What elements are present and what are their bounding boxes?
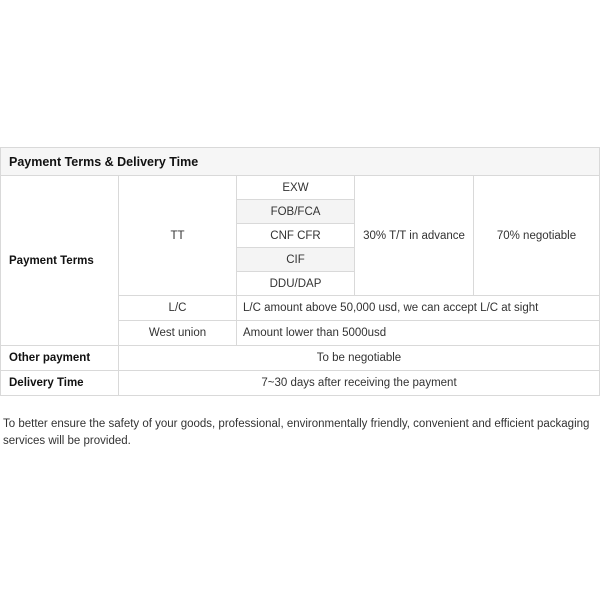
other-payment-value: To be negotiable [119,346,600,371]
incoterm-cell: DDU/DAP [237,272,355,296]
incoterm-cell: FOB/FCA [237,200,355,224]
west-union-detail: Amount lower than 5000usd [237,321,600,346]
delivery-time-label: Delivery Time [1,371,119,396]
lc-detail: L/C amount above 50,000 usd, we can accept L/C at sight [237,296,600,321]
packaging-note: To better ensure the safety of your goods, professional, environmentally friendly, convenient and efficient packaging services will be provided. [3,418,590,447]
payment-terms-label: Payment Terms [1,176,119,346]
delivery-time-value: 7~30 days after receiving the payment [119,371,600,396]
tt-advance: 30% T/T in advance [355,176,474,296]
table-title: Payment Terms & Delivery Time [1,148,600,176]
incoterm-cell: EXW [237,176,355,200]
incoterm-cell: CNF CFR [237,224,355,248]
lc-label: L/C [119,296,237,321]
west-union-label: West union [119,321,237,346]
incoterm-cell: CIF [237,248,355,272]
other-payment-label: Other payment [1,346,119,371]
payment-delivery-table [0,147,600,396]
tt-label: TT [119,176,237,296]
tt-balance: 70% negotiable [474,176,600,296]
